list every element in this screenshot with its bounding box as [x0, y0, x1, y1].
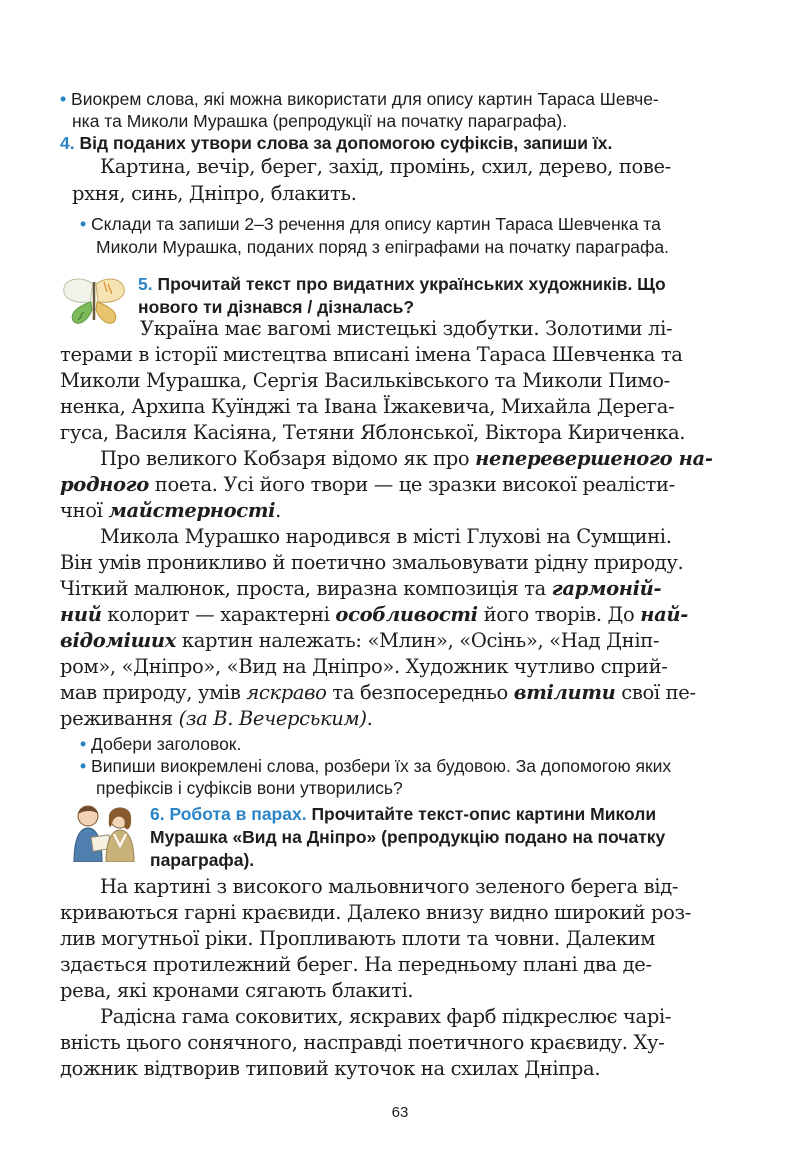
task-title: Від поданих утвори слова за допомогою суфіксів, запиши їх.	[79, 133, 613, 153]
task-title: Прочитай текст про видатних українських художників. Що	[157, 274, 666, 294]
text-line	[60, 602, 688, 628]
text-line	[60, 680, 696, 706]
text-line: дожник відтворив типовий куточок на схилах Дніпра.	[60, 1057, 601, 1080]
task-title: Прочитайте текст-опис картини Миколи	[311, 804, 657, 824]
highlighted-word: втілити	[513, 681, 616, 704]
task-title-continued: Мурашка «Вид на Дніпро» (репродукцію подано на початку	[150, 827, 666, 847]
text-run: .	[275, 499, 282, 522]
highlighted-word: відоміших	[60, 629, 177, 652]
task-6-heading	[150, 802, 656, 826]
task-number: 6.	[150, 804, 165, 824]
text-line: На картині з високого мальовничого зеленого берега від-	[100, 875, 679, 898]
text-line: ненка, Архипа Куїнджі та Івана Їжакевича, Михайла Дерега-	[60, 395, 675, 418]
text-line: здається протилежний берег. На передньому плані два де-	[60, 953, 652, 976]
text-run: Чіткий малюнок, проста, виразна композиція та	[60, 577, 552, 600]
italic-word: яскраво	[246, 681, 327, 704]
butterfly-icon	[60, 276, 128, 326]
bullet-item	[80, 213, 661, 235]
bullet-text: Випиши виокремлені слова, розбери їх за будовою. За допомогою яких	[91, 756, 672, 776]
text-line: Картина, вечір, берег, захід, промінь, схил, дерево, пове-	[100, 155, 671, 178]
bullet-marker: •	[80, 214, 87, 234]
text-line: криваються гарні краєвиди. Далеко внизу видно широкий роз-	[60, 901, 692, 924]
highlighted-word: родного	[60, 473, 149, 496]
task-title-continued: нового ти дізнався / дізналась?	[138, 297, 415, 317]
task-5-heading	[138, 272, 666, 296]
task-number: 5.	[138, 274, 153, 294]
bullet-text-continued: префіксів і суфіксів вони утворились?	[96, 778, 403, 798]
bullet-text: Добери заголовок.	[91, 734, 242, 754]
text-line: Радісна гама соковитих, яскравих фарб підкреслює чарі-	[100, 1005, 672, 1028]
highlighted-word: майстерності	[108, 499, 276, 522]
text-line: Він умів проникливо й поетично змальовувати рідну природу.	[60, 551, 684, 574]
text-run: чної	[60, 499, 109, 522]
task-label: Робота в парах.	[169, 804, 307, 824]
text-line: рева, які кронами сягають блакиті.	[60, 979, 414, 1002]
text-line	[60, 576, 661, 602]
text-run: мав природу, умів	[60, 681, 247, 704]
text-line: терами в історії мистецтва вписані імена Тараса Шевченка та	[60, 343, 683, 366]
bullet-marker: •	[60, 89, 67, 109]
bullet-item	[80, 733, 241, 755]
pair-work-icon	[62, 802, 144, 862]
bullet-marker: •	[80, 756, 87, 776]
source-citation: (за В. Вечерським)	[178, 707, 367, 730]
text-run: картин належать: «Млин», «Осінь», «Над Дніп-	[176, 629, 660, 652]
highlighted-word: неперевершеного на-	[475, 447, 713, 470]
task-title-continued: параграфа).	[150, 850, 255, 870]
text-line	[60, 706, 372, 732]
bullet-text-continued: Миколи Мурашка, поданих поряд з епіграфами на початку параграфа.	[96, 237, 670, 257]
bullet-text: Склади та запиши 2–3 речення для опису картин Тараса Шевченка та	[91, 214, 661, 234]
text-run: поета. Усі його твори — це зразки високої реалісти-	[148, 473, 675, 496]
text-run: колорит — характерні	[101, 603, 336, 626]
highlighted-word: особливості	[335, 603, 478, 626]
text-line: рхня, синь, Дніпро, блакить.	[72, 182, 357, 205]
text-line: Миколи Мурашка, Сергія Васильківського та Миколи Пимо-	[60, 369, 670, 392]
text-line: Микола Мурашко народився в місті Глухові на Сумщині.	[100, 525, 672, 548]
text-line: ром», «Дніпро», «Вид на Дніпро». Художник чутливо сприй-	[60, 655, 668, 678]
highlighted-word: гармоній-	[551, 577, 662, 600]
text-line	[60, 628, 659, 654]
text-line: вність цього сонячного, насправді поетичного краєвиду. Ху-	[60, 1031, 665, 1054]
highlighted-word: най-	[640, 603, 688, 626]
bullet-text-continued: нка та Миколи Мурашка (репродукції на початку параграфа).	[72, 111, 568, 131]
page-number: 63	[391, 1104, 409, 1121]
text-line	[60, 472, 675, 498]
text-run: реживання	[60, 707, 179, 730]
text-run: та безпосередньо	[326, 681, 514, 704]
bullet-marker: •	[80, 734, 87, 754]
task-4-heading	[60, 131, 612, 155]
bullet-item	[60, 88, 659, 110]
text-line	[100, 446, 713, 472]
task-number: 4.	[60, 133, 75, 153]
highlighted-word: ний	[60, 603, 102, 626]
bullet-text: Виокрем слова, які можна використати для опису картин Тараса Шевче-	[71, 89, 659, 109]
bullet-item	[80, 755, 671, 777]
text-run: його творів. До	[477, 603, 641, 626]
text-run: Про великого Кобзаря відомо як про	[100, 447, 476, 470]
text-line: гуса, Василя Касіяна, Тетяни Яблонської, Віктора Кириченка.	[60, 421, 686, 444]
text-run: свої пе-	[615, 681, 696, 704]
text-line	[60, 498, 281, 524]
text-line: лив могутньої ріки. Пропливають плоти та човни. Далеким	[60, 927, 656, 950]
text-line: Україна має вагомі мистецькі здобутки. Золотими лі-	[140, 317, 673, 340]
text-run: .	[366, 707, 373, 730]
